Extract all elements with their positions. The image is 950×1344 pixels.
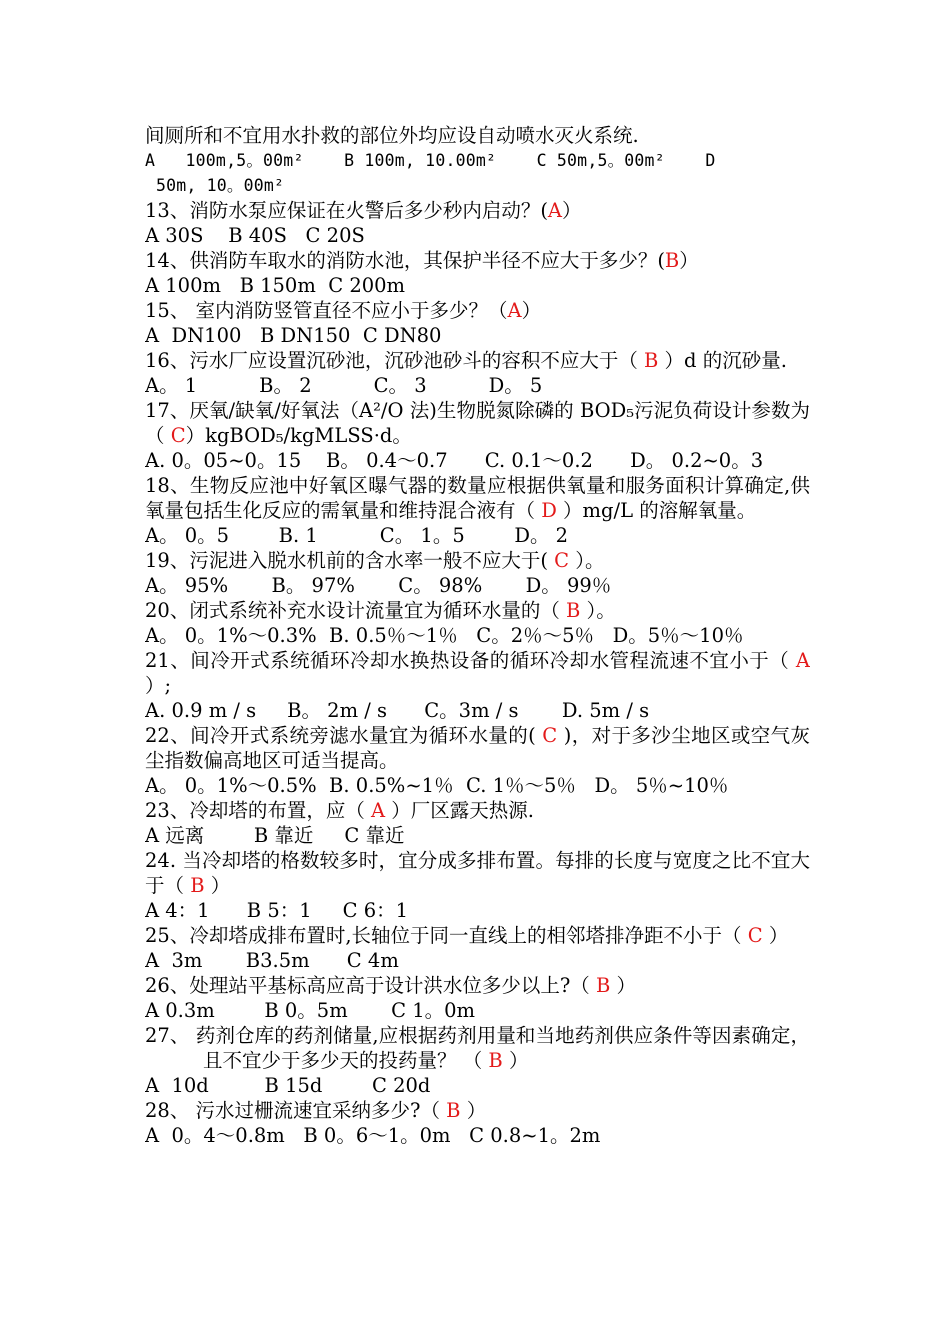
question-text-tail: ） [521,299,542,322]
answer-letter: C [747,924,763,947]
question-text-tail: ） [679,249,699,272]
question-text: 23、冷却塔的布置，应（ [145,799,372,822]
question-text: 16、污水厂应设置沉砂池，沉砂池砂斗的容积不应大于（ [145,349,645,372]
option-line: A 10d B 15d C 20d [145,1074,431,1097]
question-text-tail: ） [762,924,789,947]
option-line: A。 0。1%～0.5% B. 0.5%~1％ C. 1％～5％ D。 5％~10％ [145,774,729,797]
question-text: 21、间冷开式系统循环冷却水换热设备的循环冷却水管程流速不宜小于（ [145,649,796,672]
question-text-tail: ）kgBOD₅/kgMLSS·d。 [185,424,412,447]
question-text-tail: ） [562,199,582,222]
question-line [145,648,810,698]
question-text: 24. 当冷却塔的格数较多时，宜分成多排布置。每排的长度与宽度之比不宜大于（ [145,849,810,897]
question-line [145,1098,810,1123]
option-line: A 30S B 40S C 20S [145,224,365,247]
option-line: A。 0。5 B. 1 C。 1。5 D。 2 [145,524,569,547]
question-line [145,398,810,448]
question-line [145,1023,810,1073]
answer-letter: C [170,424,186,447]
question-text: 26、处理站平基标高应高于设计洪水位多少以上?（ [145,974,596,997]
option-line: A DN100 B DN150 C DN80 [145,324,442,347]
question-text: 18、生物反应池中好氧区曝气器的数量应根据供氧量和服务面积计算确定,供氧量包括生化反应的需氧量和维持混合液有（ [145,474,810,522]
answer-letter: B [446,1099,461,1122]
question-text: 28、 污水过栅流速宜采纳多少?（ [145,1099,447,1122]
question-line [145,723,810,773]
question-text-tail: ） [460,1099,487,1122]
question-line [145,798,810,823]
option-line: 50m, 10。00m² [156,176,285,195]
question-text-tail: ）厂区露天热源. [385,799,535,822]
question-line [145,248,810,273]
answer-letter: B [595,974,611,997]
answer-letter: A [371,799,386,822]
answer-letter: A [507,299,522,322]
answer-letter: A [795,649,810,672]
question-text: 17、厌氧/缺氧/好氧法（A²/O 法)生物脱氮除磷的 BOD₅污泥负荷设计参数为（ [145,399,810,447]
option-line: A. 0。05~0。15 B。 0.4～0.7 C. 0.1～0.2 D。 0.2~0。3 [145,449,764,472]
answer-letter: C [554,549,570,572]
option-line: A. 0.9 m / s B。 2m / s C。3m / s D. 5m / s [145,699,650,722]
question-line [145,198,810,223]
question-line [145,848,810,898]
question-text-tail: ）mg/L 的溶解氧量。 [556,499,757,522]
option-line: A。 0。1%～0.3% B. 0.5％～1％ C。2％～5％ D。5％～10％ [145,624,744,647]
answer-letter: A [547,199,563,222]
question-text-tail: ）; [145,674,172,697]
option-line: A 0.3m B 0。5m C 1。0m [145,999,476,1022]
question-text: 22、间冷开式系统旁滤水量宜为循环水量的( [145,724,543,747]
answer-letter: B [190,874,205,897]
question-text-tail: ） [610,974,637,997]
question-text-tail: ） [204,874,231,897]
question-text-tail: ）d 的沉砂量. [658,349,787,372]
question-text: 25、冷却塔成排布置时,长轴位于同一直线上的相邻塔排净距不小于（ [145,924,748,947]
option-line: A 100m,5。00m² B 100m, 10.00m² C 50m,5。00m² D [145,151,716,170]
answer-letter: B [644,349,659,372]
answer-letter: B [566,599,581,622]
answer-letter: B [664,249,680,272]
question-text-tail: )，对于多沙尘地区或空气灰尘指数偏高地区可适当提高。 [145,724,810,772]
option-line: A 0。4～0.8m B 0。6～1。0m C 0.8~1。2m [145,1124,601,1147]
question-text: 13、消防水泵应保证在火警后多少秒内启动？( [145,199,548,222]
question-text-tail: ） [502,1049,529,1072]
question-line [145,473,810,523]
question-text-tail: ）。 [580,599,616,622]
question-text: 27、 药剂仓库的药剂储量,应根据药剂用量和当地药剂供应条件等因素确定，且不宜少于多少天的投药量？ （ [145,1024,810,1072]
answer-letter: B [488,1049,503,1072]
question-line [145,298,810,323]
answer-letter: D [541,499,557,522]
question-text: 15、 室内消防竖管直径不应小于多少？（ [145,299,508,322]
question-text: 20、闭式系统补充水设计流量宜为循环水量的（ [145,599,567,622]
option-line: A 远离 B 靠近 C 靠近 [145,824,405,847]
question-line [145,973,810,998]
question-text: 14、供消防车取水的消防水池，其保护半径不应大于多少？( [145,249,665,272]
question-text: 19、污泥进入脱水机前的含水率一般不应大于( [145,549,555,572]
question-line [145,548,810,573]
question-text-tail: ）。 [569,549,605,572]
question-list [145,123,810,1148]
option-line: A 3m B3.5m C 4m [145,949,399,972]
answer-letter: C [542,724,558,747]
question-line [145,348,810,373]
question-line [145,598,810,623]
question-line [145,923,810,948]
option-line: A 4：1 B 5：1 C 6：1 [145,899,409,922]
option-line: A。 1 B。 2 C。 3 D。 5 [145,374,543,397]
option-line: A 100m B 150m C 200m [145,274,406,297]
option-line: 间厕所和不宜用水扑救的部位外均应设自动喷水灭火系统. [145,124,639,147]
option-line: A。 95% B。 97% C。 98% D。 99％ [145,574,612,597]
